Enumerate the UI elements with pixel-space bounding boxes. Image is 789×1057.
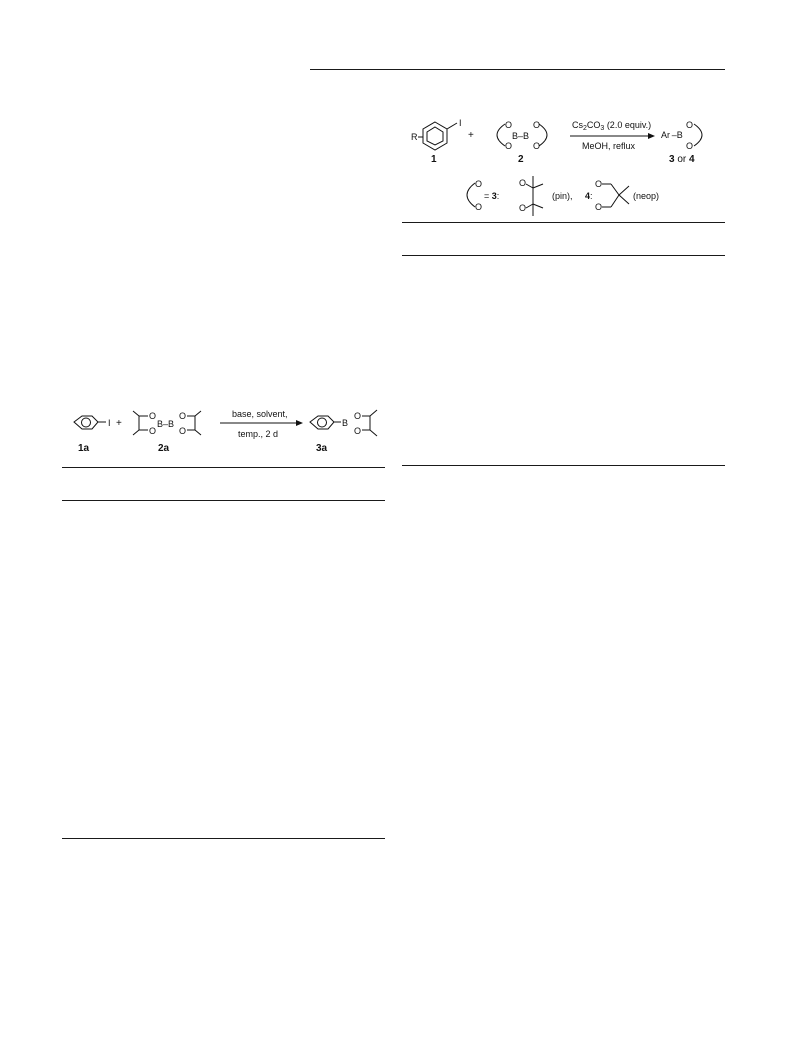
svg-text:O: O — [179, 411, 187, 421]
table-top-rule-right — [402, 222, 725, 223]
table-bottom-rule-left — [62, 838, 385, 839]
reaction-scheme-general — [405, 108, 730, 220]
iodo-atom: I — [459, 118, 462, 128]
svg-text:O: O — [595, 202, 603, 212]
svg-text:O: O — [179, 426, 187, 436]
reaction-scheme-optimization — [60, 405, 388, 467]
conditions-base-solvent: base, solvent, — [232, 409, 288, 419]
b2pin2-structure — [133, 411, 201, 454]
iodobenzene-structure — [74, 416, 111, 454]
diol-legend — [467, 176, 659, 216]
reaction-arrow-optimization — [220, 409, 303, 439]
svg-text:= 3:: = 3: — [484, 191, 500, 201]
conditions-temp-time: temp., 2 d — [238, 429, 279, 439]
svg-text:Ar –B: Ar –B — [661, 130, 683, 140]
bb-bond: B–B — [512, 131, 530, 141]
svg-text:O: O — [686, 120, 694, 130]
svg-text:(pin),: (pin), — [552, 191, 573, 201]
reaction-arrow — [570, 120, 655, 151]
svg-text:O: O — [686, 141, 694, 151]
svg-text:O: O — [505, 120, 513, 130]
table-header-rule-left — [62, 500, 385, 501]
conditions-line-1: $Cs_2CO_3$ (2.0 equiv.) — [572, 120, 652, 132]
svg-text:O: O — [533, 120, 541, 130]
svg-text:(neop): (neop) — [633, 191, 660, 201]
compound-label-2a: 2a — [158, 443, 170, 454]
svg-text:O: O — [475, 202, 483, 212]
conditions-line-2: MeOH, reflux — [582, 141, 636, 151]
plus-sign: + — [468, 130, 474, 141]
svg-text:O: O — [475, 179, 483, 189]
table-top-rule-left — [62, 467, 385, 468]
svg-text:I: I — [108, 418, 111, 428]
svg-text:O: O — [354, 411, 362, 421]
svg-text:O: O — [149, 411, 157, 421]
substituent-r: R — [411, 132, 418, 142]
phenyl-bpin-product — [310, 410, 377, 454]
table-bottom-rule-right — [402, 465, 725, 466]
compound-label-3-or-4: 3 or 4 — [669, 154, 695, 165]
svg-text:O: O — [505, 141, 513, 151]
svg-text:O: O — [519, 178, 527, 188]
compound-label-1: 1 — [431, 154, 437, 165]
svg-text:B–B: B–B — [157, 419, 175, 429]
svg-text:O: O — [533, 141, 541, 151]
aryl-boronate-product — [661, 120, 702, 165]
diboron-reagent-structure — [497, 120, 547, 165]
table-header-rule-right — [402, 255, 725, 256]
compound-label-2: 2 — [518, 154, 524, 165]
svg-text:O: O — [595, 179, 603, 189]
svg-text:O: O — [149, 426, 157, 436]
svg-text:4:: 4: — [585, 191, 593, 201]
svg-text:+: + — [116, 418, 122, 429]
svg-text:B: B — [342, 418, 349, 428]
aryl-iodide-structure — [411, 118, 462, 165]
header-rule — [310, 69, 725, 70]
svg-text:O: O — [354, 426, 362, 436]
svg-text:O: O — [519, 203, 527, 213]
compound-label-1a: 1a — [78, 443, 90, 454]
compound-label-3a: 3a — [316, 443, 328, 454]
